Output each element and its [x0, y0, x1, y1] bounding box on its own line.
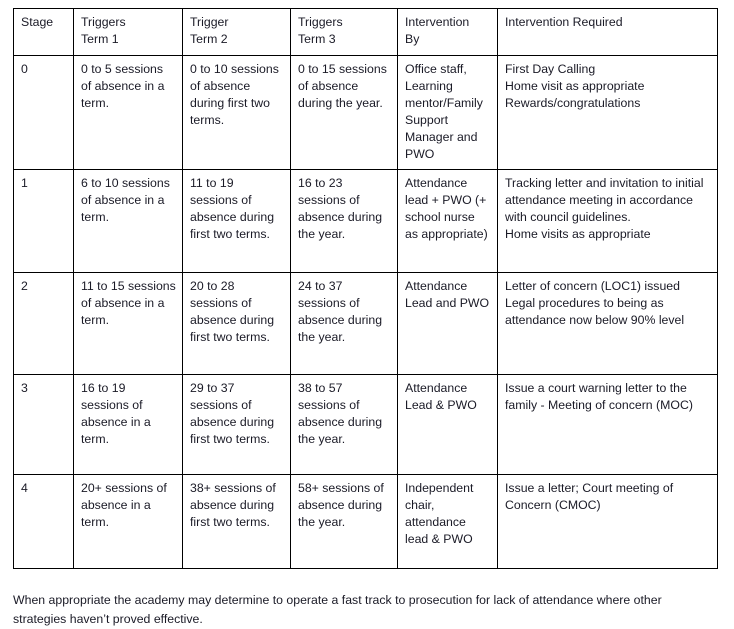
table-row: [14, 272, 718, 374]
cell-stage: 4: [14, 474, 74, 568]
column-header-triggers-term-1-line2: Term 1: [81, 32, 119, 47]
column-header-intervention-by: [398, 9, 498, 56]
cell-intervention-required: [498, 169, 718, 272]
cell-triggers-term-1: 20+ sessions of absence in a term.: [74, 474, 183, 568]
cell-triggers-term-1: 0 to 5 sessions of absence in a term.: [74, 56, 183, 170]
cell-trigger-term-2: 0 to 10 sessions of absence during first two terms.: [183, 56, 291, 170]
cell-intervention-by: Attendance lead + PWO (+ school nurse as appropriate): [398, 169, 498, 272]
column-header-intervention-by-line2: By: [405, 32, 420, 47]
table-row: [14, 169, 718, 272]
column-header-stage: [14, 9, 74, 56]
cell-intervention-by: Independent chair, attendance lead & PWO: [398, 474, 498, 568]
intervention-required-line: Home visits as appropriate: [505, 226, 651, 241]
cell-stage: 3: [14, 374, 74, 474]
intervention-required-line: Legal procedures to being as attendance now below 90% level: [505, 295, 685, 327]
column-header-intervention-required-line1: Intervention Required: [505, 15, 623, 29]
intervention-required-line: Issue a court warning letter to the family - Meeting of concern (MOC): [505, 380, 693, 412]
column-header-intervention-by-line1: Intervention: [405, 15, 470, 29]
column-header-triggers-term-3: [291, 9, 398, 56]
column-header-triggers-term-3-line2: Term 3: [298, 32, 336, 47]
intervention-required-line: Issue a letter; Court meeting of Concern (CMOC): [505, 480, 674, 512]
column-header-trigger-term-2: [183, 9, 291, 56]
table-row: [14, 474, 718, 568]
cell-trigger-term-2: 38+ sessions of absence during first two terms.: [183, 474, 291, 568]
cell-trigger-term-2: 20 to 28 sessions of absence during first two terms.: [183, 272, 291, 374]
cell-intervention-required: [498, 474, 718, 568]
column-header-triggers-term-1: [74, 9, 183, 56]
table-header-row: [14, 9, 718, 56]
footnote-text: When appropriate the academy may determine to operate a fast track to prosecution for lack of attendance where other strategies haven’t proved effective.: [13, 592, 662, 626]
column-header-trigger-term-2-line1: Trigger: [190, 15, 229, 29]
column-header-triggers-term-1-line1: Triggers: [81, 15, 126, 29]
intervention-required-line: Home visit as appropriate: [505, 79, 645, 94]
cell-triggers-term-3: 0 to 15 sessions of absence during the year.: [291, 56, 398, 170]
column-header-intervention-required: [498, 9, 718, 56]
attendance-escalation-table: [13, 8, 718, 569]
column-header-trigger-term-2-line2: Term 2: [190, 32, 228, 47]
cell-stage: 1: [14, 169, 74, 272]
cell-intervention-by: Attendance Lead & PWO: [398, 374, 498, 474]
intervention-required-line: Letter of concern (LOC1) issued: [505, 278, 680, 293]
cell-triggers-term-3: 24 to 37 sessions of absence during the year.: [291, 272, 398, 374]
cell-triggers-term-3: 58+ sessions of absence during the year.: [291, 474, 398, 568]
intervention-required-line: Tracking letter and invitation to initial attendance meeting in accordance with council guidelines.: [505, 175, 704, 224]
cell-intervention-by: Attendance Lead and PWO: [398, 272, 498, 374]
cell-intervention-required: [498, 272, 718, 374]
table-row: [14, 374, 718, 474]
cell-trigger-term-2: 29 to 37 sessions of absence during first two terms.: [183, 374, 291, 474]
cell-intervention-required: [498, 374, 718, 474]
column-header-stage-line1: Stage: [21, 15, 54, 29]
cell-triggers-term-1: 16 to 19 sessions of absence in a term.: [74, 374, 183, 474]
cell-intervention-required: [498, 56, 718, 170]
column-header-triggers-term-3-line1: Triggers: [298, 15, 343, 29]
cell-triggers-term-3: 16 to 23 sessions of absence during the year.: [291, 169, 398, 272]
cell-triggers-term-3: 38 to 57 sessions of absence during the year.: [291, 374, 398, 474]
intervention-required-line: Rewards/congratulations: [505, 96, 641, 111]
table-body: [14, 56, 718, 569]
intervention-required-line: First Day Calling: [505, 62, 596, 76]
cell-stage: 2: [14, 272, 74, 374]
cell-triggers-term-1: 11 to 15 sessions of absence in a term.: [74, 272, 183, 374]
cell-intervention-by: Office staff, Learning mentor/Family Support Manager and PWO: [398, 56, 498, 170]
cell-triggers-term-1: 6 to 10 sessions of absence in a term.: [74, 169, 183, 272]
cell-trigger-term-2: 11 to 19 sessions of absence during first two terms.: [183, 169, 291, 272]
cell-stage: 0: [14, 56, 74, 170]
table-row: [14, 56, 718, 170]
